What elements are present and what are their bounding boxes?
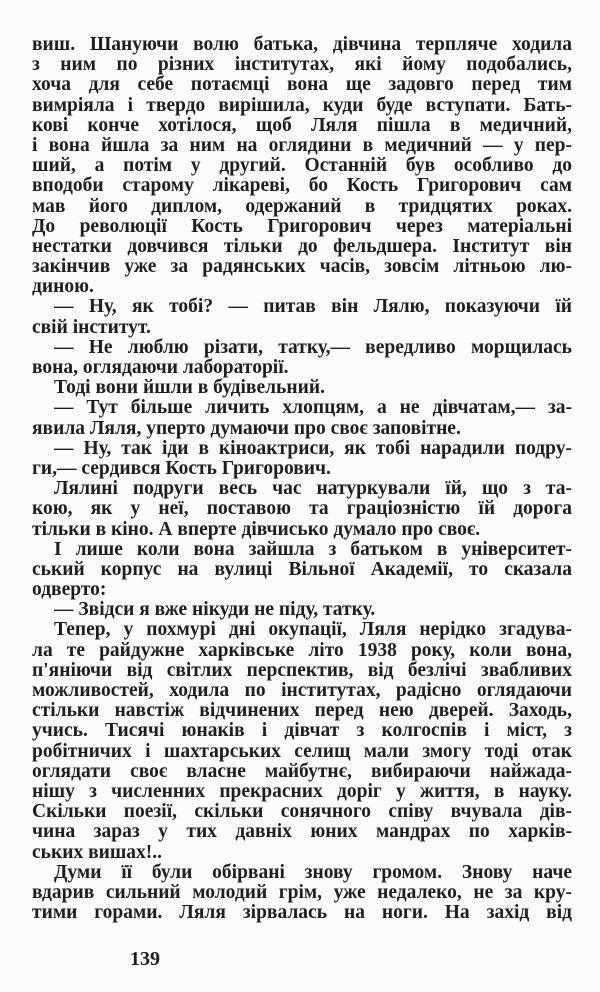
text-line: учись. Тисячі юнаків і дівчат з колгоспів і міст, з	[32, 720, 572, 742]
text-line: І лише коли вона зайшла з батьком в університет-	[54, 538, 572, 560]
text-line: вподоби старому лікареві, бо Кость Григорович сам	[32, 175, 572, 197]
text-line: диною.	[32, 276, 94, 298]
text-line: з ним по різних інститутах, які йому подобались,	[32, 54, 572, 76]
paragraph	[32, 338, 572, 378]
paragraph	[32, 479, 572, 540]
text-line: вимріяла і твердо вирішила, куди буде вступати. Бать-	[32, 94, 572, 116]
text-line: Тоді вони йшли в будівельний.	[54, 377, 325, 399]
text-line: ший, а потім у другий. Останній був особливо до	[32, 155, 572, 177]
text-line: ський корпус на вулиці Вільної Академії, то сказала	[32, 558, 572, 580]
text-line: п'яніючи від світлих перспектив, від безлічі звабливих	[32, 659, 572, 681]
text-line: — Звідси я вже нікуди не піду, татку.	[54, 599, 376, 621]
text-line: Скільки поезії, скільки сонячного співу вчувала дів-	[32, 801, 572, 823]
page-body-text	[32, 35, 572, 923]
text-line: нестатки довчився тільки до фельдшера. Інститут він	[32, 235, 572, 257]
paragraph	[32, 398, 572, 438]
text-line: явила Ляля, уперто думаючи про своє заповітне.	[32, 417, 461, 439]
paragraph	[32, 439, 572, 479]
paragraph	[32, 378, 572, 398]
paragraph	[32, 863, 572, 924]
text-line: ських вишах!..	[32, 841, 163, 863]
text-line: хоча для себе потаємці вона ще задовго перед тим	[32, 74, 572, 96]
text-line: ла те райдужне харківське літо 1938 року, коли вона,	[32, 639, 572, 661]
text-line: ги,— сердився Кость Григорович.	[32, 457, 331, 479]
paragraph	[32, 540, 572, 601]
text-line: закінчив уже за радянських часів, зовсім літньою лю-	[32, 256, 572, 278]
text-line: мав його диплом, одержаний в тридцятих роках.	[32, 195, 572, 217]
text-line: одверто:	[32, 579, 107, 601]
text-line: виш. Шануючи волю батька, дівчина терпляче ходила	[32, 34, 572, 55]
text-line: Тепер, у похмурі дні окупації, Ляля нерідко згадува-	[54, 619, 572, 641]
text-line: тими горами. Ляля зірвалась на ноги. На захід від	[32, 902, 572, 924]
text-line: можливостей, ходила по інститутах, радісно оглядаючи	[32, 680, 572, 701]
text-line: вдарив сильний молодий грім, уже недалеко, не за кру-	[32, 881, 572, 903]
text-line: стільки навстіж відчинених перед нею дверей. Заходь,	[32, 700, 572, 722]
text-line: кові конче хотілося, щоб Ляля пішла в медичний,	[32, 114, 572, 136]
text-line: робітничих і шахтарських селищ мали змогу тоді отак	[32, 740, 572, 762]
text-line: оглядати своє власне майбутнє, вибираючи найжада-	[32, 760, 572, 782]
page-number: 139	[130, 948, 160, 970]
text-line: чина зараз у тих давніх юних мандрах по харків-	[32, 821, 572, 843]
text-line: свій інститут.	[32, 316, 151, 338]
text-line: — Ну, як тобі? — питав він Лялю, показуючи їй	[54, 296, 572, 318]
text-line: До революції Кость Григорович через матеріальні	[32, 215, 572, 237]
paragraph	[32, 620, 572, 862]
paragraph	[32, 600, 572, 620]
text-line: кою, як у неї, поставою та граціозністю їй дорога	[32, 498, 572, 520]
text-line: Лялині подруги весь час натуркували їй, що з та-	[54, 478, 572, 500]
text-line: — Ну, так іди в кіноактриси, як тобі нарадили подру-	[54, 437, 572, 459]
text-line: — Не люблю різати, татку,— вередливо морщилась	[54, 336, 572, 358]
text-line: вона, оглядаючи лабораторії.	[32, 357, 289, 378]
paragraph	[32, 297, 572, 337]
text-line: — Тут більше личить хлопцям, а не дівчатам,— за-	[54, 397, 572, 419]
text-line: нішу з численних прекрасних доріг у життя, в науку.	[32, 780, 572, 802]
text-line: тільки в кіно. А вперте дівчисько думало про своє.	[32, 518, 481, 540]
text-line: Думи її були обірвані знову громом. Знову наче	[54, 861, 572, 883]
text-line: і вона йшла за ним на оглядини в медичний — у пер-	[32, 134, 572, 156]
paragraph	[32, 35, 572, 297]
